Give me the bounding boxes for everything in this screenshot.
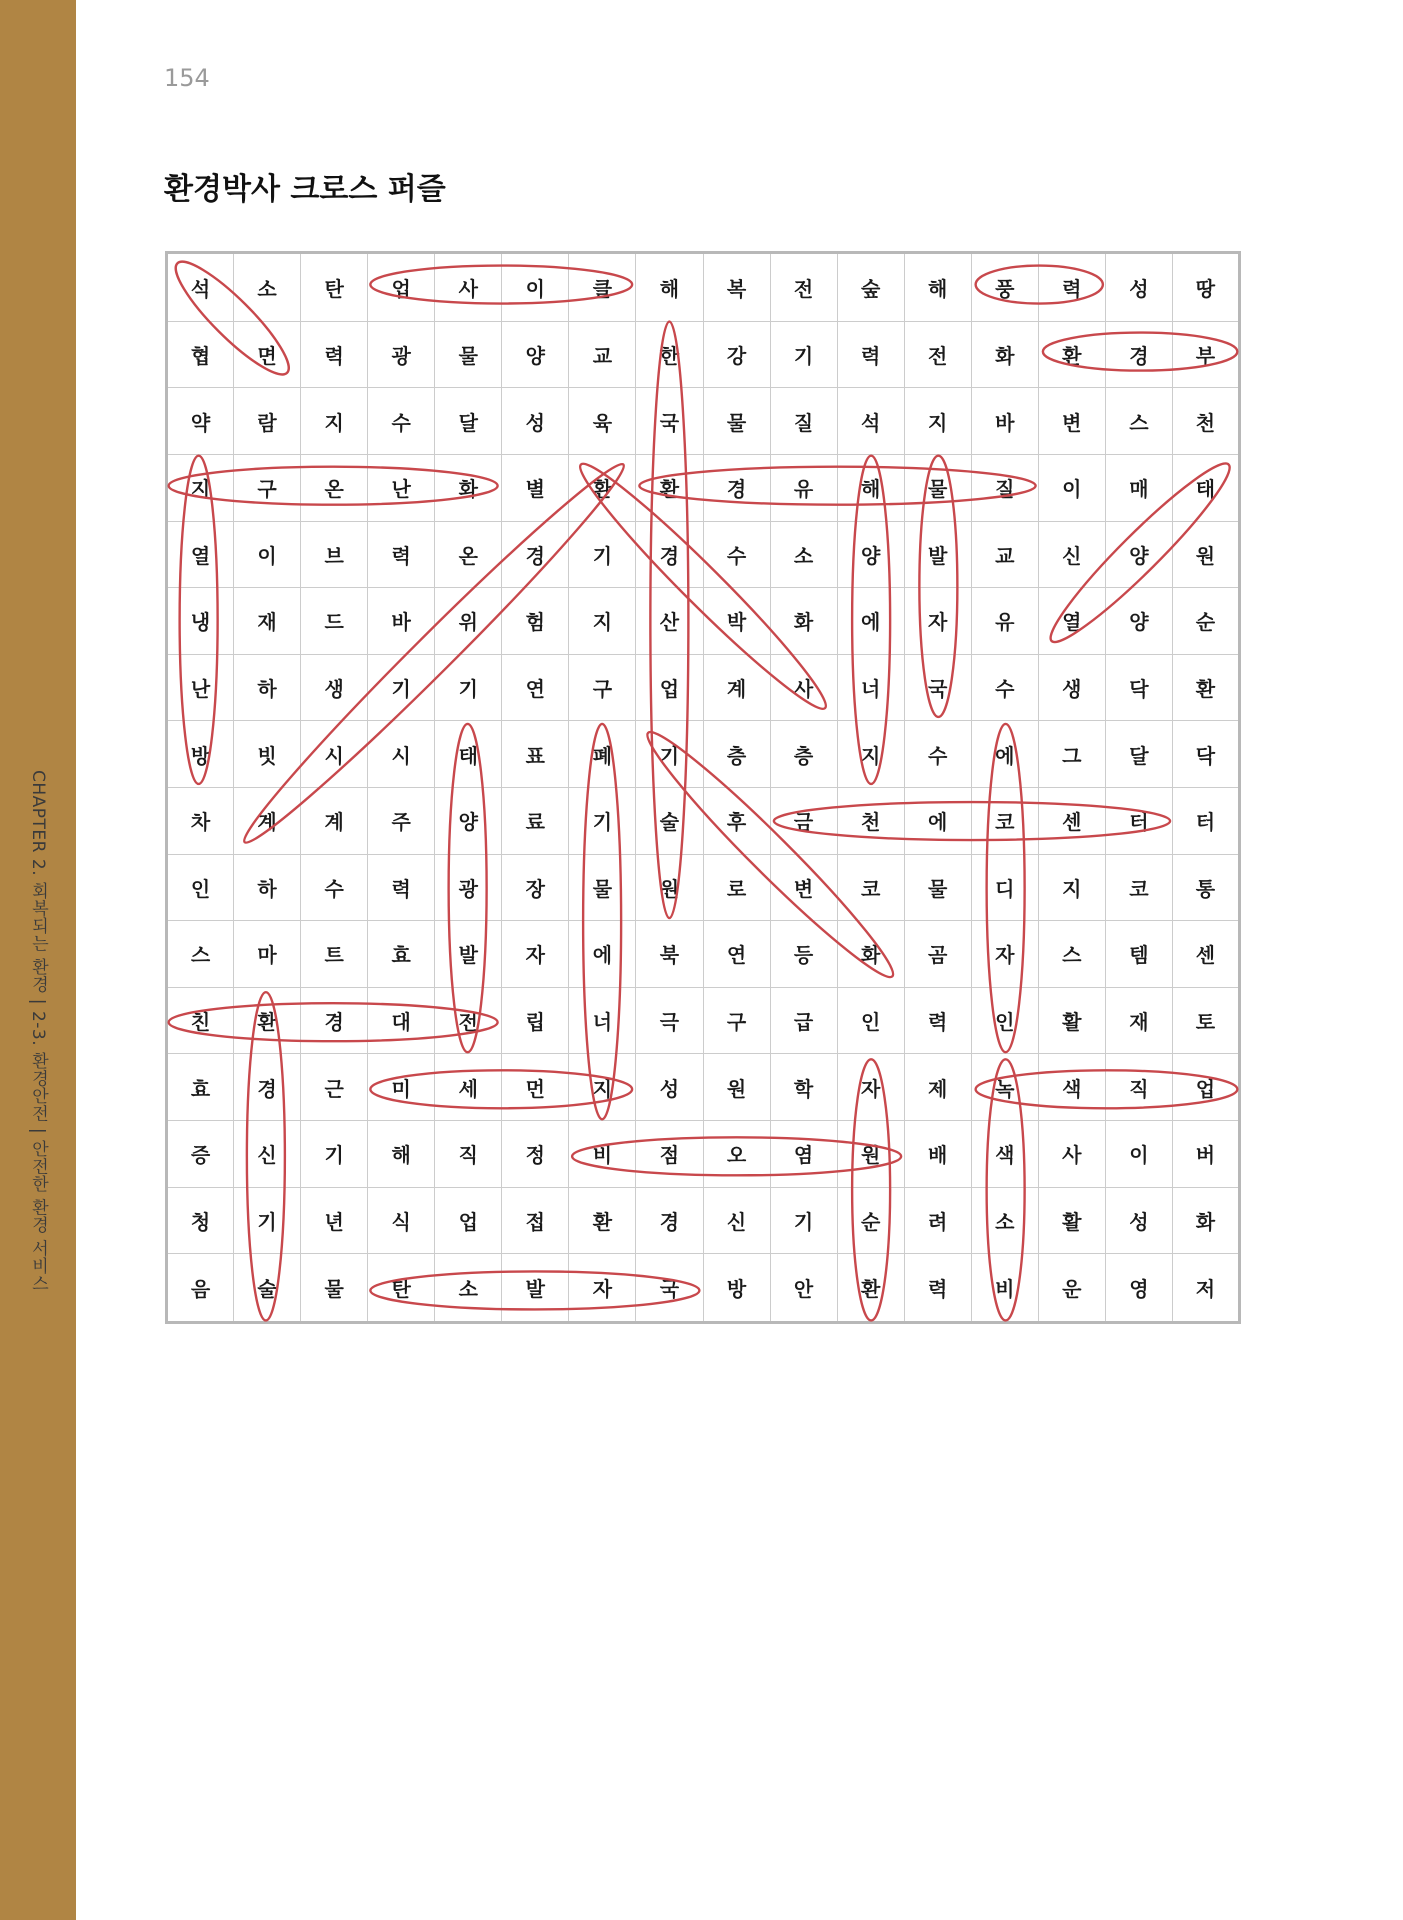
grid-cell: 양 (1105, 588, 1172, 655)
grid-cell: 통 (1172, 854, 1239, 921)
grid-cell: 변 (770, 854, 837, 921)
grid-cell: 에 (971, 721, 1038, 788)
grid-cell: 자 (837, 1054, 904, 1121)
grid-cell: 해 (368, 1120, 435, 1187)
grid-cell: 생 (301, 654, 368, 721)
grid-cell: 해 (636, 253, 703, 322)
grid-cell: 환 (1172, 654, 1239, 721)
grid-cell: 효 (167, 1054, 234, 1121)
grid-cell: 지 (904, 388, 971, 455)
grid-cell: 려 (904, 1187, 971, 1254)
grid-cell: 력 (1038, 253, 1105, 322)
grid-cell: 대 (368, 987, 435, 1054)
grid-cell: 표 (502, 721, 569, 788)
grid-cell: 태 (435, 721, 502, 788)
grid-cell: 활 (1038, 987, 1105, 1054)
grid-cell: 계 (703, 654, 770, 721)
grid-cell: 클 (569, 253, 636, 322)
grid-cell: 색 (1038, 1054, 1105, 1121)
grid-cell: 교 (569, 321, 636, 388)
grid-row (167, 654, 1240, 721)
grid-cell: 성 (1105, 253, 1172, 322)
grid-cell: 양 (502, 321, 569, 388)
grid-cell: 직 (1105, 1054, 1172, 1121)
grid-cell: 광 (435, 854, 502, 921)
grid-cell: 력 (837, 321, 904, 388)
grid-cell: 에 (904, 787, 971, 854)
grid-row (167, 787, 1240, 854)
grid-cell: 화 (770, 588, 837, 655)
grid-cell: 경 (636, 521, 703, 588)
page-number: 154 (164, 64, 210, 92)
grid-cell: 발 (502, 1254, 569, 1323)
grid-cell: 신 (703, 1187, 770, 1254)
grid-cell: 업 (636, 654, 703, 721)
grid-cell: 활 (1038, 1187, 1105, 1254)
grid-cell: 경 (234, 1054, 301, 1121)
grid-cell: 화 (1172, 1187, 1239, 1254)
grid-cell: 환 (569, 455, 636, 522)
grid-row (167, 521, 1240, 588)
grid-cell: 정 (502, 1120, 569, 1187)
grid-cell: 람 (234, 388, 301, 455)
grid-cell: 매 (1105, 455, 1172, 522)
grid-cell: 환 (837, 1254, 904, 1323)
grid-cell: 물 (569, 854, 636, 921)
grid-cell: 사 (770, 654, 837, 721)
grid-cell: 염 (770, 1120, 837, 1187)
grid-cell: 등 (770, 921, 837, 988)
grid-cell: 석 (167, 253, 234, 322)
grid-cell: 비 (971, 1254, 1038, 1323)
grid-row (167, 1054, 1240, 1121)
grid-cell: 지 (167, 455, 234, 522)
grid-cell: 난 (368, 455, 435, 522)
grid-cell: 트 (301, 921, 368, 988)
grid-row (167, 455, 1240, 522)
grid-cell: 경 (1105, 321, 1172, 388)
grid-cell: 북 (636, 921, 703, 988)
grid-cell: 열 (1038, 588, 1105, 655)
grid-cell: 술 (234, 1254, 301, 1323)
grid-cell: 력 (904, 987, 971, 1054)
grid-cell: 구 (569, 654, 636, 721)
grid-cell: 유 (971, 588, 1038, 655)
grid-cell: 연 (703, 921, 770, 988)
grid-cell: 전 (904, 321, 971, 388)
grid-cell: 해 (904, 253, 971, 322)
grid-cell: 물 (703, 388, 770, 455)
grid-cell: 사 (435, 253, 502, 322)
grid-cell: 험 (502, 588, 569, 655)
grid-row (167, 721, 1240, 788)
grid-cell: 계 (301, 787, 368, 854)
grid-cell: 수 (368, 388, 435, 455)
grid-cell: 곰 (904, 921, 971, 988)
grid-cell: 경 (301, 987, 368, 1054)
grid-cell: 물 (904, 854, 971, 921)
grid-cell: 스 (167, 921, 234, 988)
grid-cell: 드 (301, 588, 368, 655)
grid-cell: 기 (234, 1187, 301, 1254)
grid-cell: 력 (904, 1254, 971, 1323)
grid-cell: 식 (368, 1187, 435, 1254)
grid-cell: 구 (703, 987, 770, 1054)
grid-cell: 성 (1105, 1187, 1172, 1254)
grid-cell: 브 (301, 521, 368, 588)
grid-cell: 강 (703, 321, 770, 388)
grid-row (167, 321, 1240, 388)
grid-cell: 방 (703, 1254, 770, 1323)
grid-row (167, 921, 1240, 988)
grid-cell: 지 (837, 721, 904, 788)
grid-cell: 극 (636, 987, 703, 1054)
grid-cell: 시 (368, 721, 435, 788)
grid-cell: 급 (770, 987, 837, 1054)
grid-cell: 탄 (368, 1254, 435, 1323)
grid-cell: 광 (368, 321, 435, 388)
grid-cell: 열 (167, 521, 234, 588)
grid-cell: 기 (368, 654, 435, 721)
grid-cell: 기 (301, 1120, 368, 1187)
grid-cell: 안 (770, 1254, 837, 1323)
grid-cell: 바 (971, 388, 1038, 455)
grid-cell: 위 (435, 588, 502, 655)
grid-cell: 에 (837, 588, 904, 655)
grid-cell: 층 (770, 721, 837, 788)
grid-cell: 주 (368, 787, 435, 854)
grid-cell: 디 (971, 854, 1038, 921)
grid-cell: 자 (904, 588, 971, 655)
grid-cell: 코 (971, 787, 1038, 854)
grid-cell: 양 (435, 787, 502, 854)
grid-cell: 순 (1172, 588, 1239, 655)
grid-cell: 소 (770, 521, 837, 588)
grid-cell: 지 (301, 388, 368, 455)
grid-cell: 비 (569, 1120, 636, 1187)
grid-cell: 달 (435, 388, 502, 455)
grid-cell: 환 (1038, 321, 1105, 388)
letter-grid (165, 251, 1241, 1324)
grid-cell: 박 (703, 588, 770, 655)
grid-cell: 학 (770, 1054, 837, 1121)
grid-cell: 재 (1105, 987, 1172, 1054)
grid-cell: 신 (234, 1120, 301, 1187)
grid-cell: 효 (368, 921, 435, 988)
grid-cell: 지 (569, 1054, 636, 1121)
grid-cell: 토 (1172, 987, 1239, 1054)
grid-cell: 업 (435, 1187, 502, 1254)
grid-cell: 직 (435, 1120, 502, 1187)
grid-cell: 달 (1105, 721, 1172, 788)
grid-cell: 센 (1172, 921, 1239, 988)
grid-cell: 양 (1105, 521, 1172, 588)
chapter-sidebar (0, 0, 76, 1920)
grid-cell: 환 (636, 455, 703, 522)
grid-cell: 코 (1105, 854, 1172, 921)
grid-cell: 수 (904, 721, 971, 788)
grid-cell: 방 (167, 721, 234, 788)
grid-cell: 냉 (167, 588, 234, 655)
grid-cell: 원 (703, 1054, 770, 1121)
word-search-puzzle (165, 251, 1241, 1324)
grid-cell: 스 (1038, 921, 1105, 988)
grid-cell: 점 (636, 1120, 703, 1187)
grid-cell: 자 (502, 921, 569, 988)
grid-cell: 경 (636, 1187, 703, 1254)
grid-cell: 지 (569, 588, 636, 655)
grid-cell: 기 (435, 654, 502, 721)
grid-cell: 기 (770, 1187, 837, 1254)
grid-cell: 소 (234, 253, 301, 322)
grid-cell: 자 (569, 1254, 636, 1323)
grid-cell: 부 (1172, 321, 1239, 388)
grid-cell: 질 (971, 455, 1038, 522)
grid-cell: 국 (904, 654, 971, 721)
grid-cell: 이 (234, 521, 301, 588)
grid-cell: 먼 (502, 1054, 569, 1121)
grid-cell: 바 (368, 588, 435, 655)
grid-cell: 수 (703, 521, 770, 588)
grid-cell: 연 (502, 654, 569, 721)
grid-cell: 닥 (1105, 654, 1172, 721)
grid-cell: 인 (971, 987, 1038, 1054)
grid-cell: 물 (435, 321, 502, 388)
grid-cell: 층 (703, 721, 770, 788)
grid-cell: 원 (636, 854, 703, 921)
grid-cell: 기 (569, 787, 636, 854)
grid-cell: 순 (837, 1187, 904, 1254)
grid-cell: 별 (502, 455, 569, 522)
grid-cell: 인 (837, 987, 904, 1054)
grid-cell: 유 (770, 455, 837, 522)
grid-cell: 그 (1038, 721, 1105, 788)
grid-cell: 이 (1038, 455, 1105, 522)
grid-cell: 화 (435, 455, 502, 522)
grid-cell: 운 (1038, 1254, 1105, 1323)
grid-cell: 기 (770, 321, 837, 388)
grid-row (167, 588, 1240, 655)
grid-cell: 로 (703, 854, 770, 921)
grid-cell: 한 (636, 321, 703, 388)
grid-cell: 센 (1038, 787, 1105, 854)
grid-cell: 오 (703, 1120, 770, 1187)
grid-cell: 터 (1105, 787, 1172, 854)
grid-cell: 폐 (569, 721, 636, 788)
grid-cell: 업 (368, 253, 435, 322)
grid-cell: 저 (1172, 1254, 1239, 1323)
grid-cell: 수 (971, 654, 1038, 721)
grid-cell: 세 (435, 1054, 502, 1121)
grid-cell: 접 (502, 1187, 569, 1254)
grid-cell: 풍 (971, 253, 1038, 322)
grid-cell: 금 (770, 787, 837, 854)
grid-cell: 장 (502, 854, 569, 921)
grid-cell: 구 (234, 455, 301, 522)
grid-cell: 환 (234, 987, 301, 1054)
grid-cell: 기 (569, 521, 636, 588)
grid-cell: 술 (636, 787, 703, 854)
grid-cell: 녹 (971, 1054, 1038, 1121)
grid-row (167, 1187, 1240, 1254)
grid-cell: 숲 (837, 253, 904, 322)
grid-cell: 력 (368, 521, 435, 588)
chapter-breadcrumb: CHAPTER 2. 회복되는 환경 | 2-3. 환경안전 | 안전한 환경 서비스 (28, 770, 48, 1292)
grid-cell: 이 (502, 253, 569, 322)
grid-cell: 재 (234, 588, 301, 655)
grid-cell: 너 (837, 654, 904, 721)
grid-cell: 소 (435, 1254, 502, 1323)
grid-cell: 친 (167, 987, 234, 1054)
grid-cell: 육 (569, 388, 636, 455)
grid-cell: 발 (435, 921, 502, 988)
grid-cell: 기 (636, 721, 703, 788)
grid-cell: 시 (301, 721, 368, 788)
grid-cell: 경 (502, 521, 569, 588)
grid-cell: 산 (636, 588, 703, 655)
grid-cell: 탄 (301, 253, 368, 322)
grid-cell: 증 (167, 1120, 234, 1187)
grid-cell: 교 (971, 521, 1038, 588)
grid-cell: 물 (301, 1254, 368, 1323)
grid-cell: 원 (837, 1120, 904, 1187)
grid-cell: 해 (837, 455, 904, 522)
grid-cell: 천 (1172, 388, 1239, 455)
grid-cell: 터 (1172, 787, 1239, 854)
grid-cell: 소 (971, 1187, 1038, 1254)
grid-cell: 너 (569, 987, 636, 1054)
grid-cell: 생 (1038, 654, 1105, 721)
grid-cell: 전 (435, 987, 502, 1054)
grid-cell: 색 (971, 1120, 1038, 1187)
grid-cell: 변 (1038, 388, 1105, 455)
grid-cell: 료 (502, 787, 569, 854)
grid-cell: 이 (1105, 1120, 1172, 1187)
grid-cell: 근 (301, 1054, 368, 1121)
grid-cell: 버 (1172, 1120, 1239, 1187)
grid-cell: 자 (971, 921, 1038, 988)
grid-cell: 영 (1105, 1254, 1172, 1323)
grid-cell: 양 (837, 521, 904, 588)
grid-cell: 약 (167, 388, 234, 455)
grid-row (167, 388, 1240, 455)
grid-cell: 력 (301, 321, 368, 388)
grid-cell: 업 (1172, 1054, 1239, 1121)
grid-cell: 마 (234, 921, 301, 988)
grid-cell: 온 (301, 455, 368, 522)
grid-cell: 코 (837, 854, 904, 921)
grid-cell: 빗 (234, 721, 301, 788)
page-title: 환경박사 크로스 퍼즐 (164, 172, 446, 207)
grid-cell: 스 (1105, 388, 1172, 455)
grid-cell: 땅 (1172, 253, 1239, 322)
grid-cell: 협 (167, 321, 234, 388)
grid-cell: 미 (368, 1054, 435, 1121)
grid-cell: 온 (435, 521, 502, 588)
grid-cell: 난 (167, 654, 234, 721)
grid-cell: 전 (770, 253, 837, 322)
grid-cell: 하 (234, 654, 301, 721)
grid-cell: 후 (703, 787, 770, 854)
grid-cell: 성 (636, 1054, 703, 1121)
grid-cell: 복 (703, 253, 770, 322)
grid-cell: 화 (971, 321, 1038, 388)
grid-cell: 화 (837, 921, 904, 988)
grid-cell: 력 (368, 854, 435, 921)
grid-cell: 립 (502, 987, 569, 1054)
grid-cell: 에 (569, 921, 636, 988)
grid-cell: 천 (837, 787, 904, 854)
grid-cell: 석 (837, 388, 904, 455)
grid-cell: 지 (1038, 854, 1105, 921)
grid-cell: 닥 (1172, 721, 1239, 788)
grid-cell: 계 (234, 787, 301, 854)
grid-cell: 면 (234, 321, 301, 388)
grid-cell: 국 (636, 1254, 703, 1323)
grid-cell: 물 (904, 455, 971, 522)
grid-cell: 환 (569, 1187, 636, 1254)
grid-cell: 경 (703, 455, 770, 522)
grid-cell: 발 (904, 521, 971, 588)
grid-cell: 제 (904, 1054, 971, 1121)
grid-row (167, 1254, 1240, 1323)
grid-cell: 청 (167, 1187, 234, 1254)
grid-cell: 국 (636, 388, 703, 455)
grid-cell: 질 (770, 388, 837, 455)
grid-row (167, 854, 1240, 921)
grid-cell: 차 (167, 787, 234, 854)
grid-cell: 인 (167, 854, 234, 921)
grid-cell: 원 (1172, 521, 1239, 588)
grid-cell: 태 (1172, 455, 1239, 522)
grid-cell: 배 (904, 1120, 971, 1187)
grid-cell: 년 (301, 1187, 368, 1254)
grid-cell: 수 (301, 854, 368, 921)
grid-cell: 신 (1038, 521, 1105, 588)
grid-cell: 템 (1105, 921, 1172, 988)
grid-row (167, 253, 1240, 322)
grid-cell: 음 (167, 1254, 234, 1323)
grid-row (167, 987, 1240, 1054)
grid-cell: 성 (502, 388, 569, 455)
grid-row (167, 1120, 1240, 1187)
grid-cell: 하 (234, 854, 301, 921)
grid-cell: 사 (1038, 1120, 1105, 1187)
